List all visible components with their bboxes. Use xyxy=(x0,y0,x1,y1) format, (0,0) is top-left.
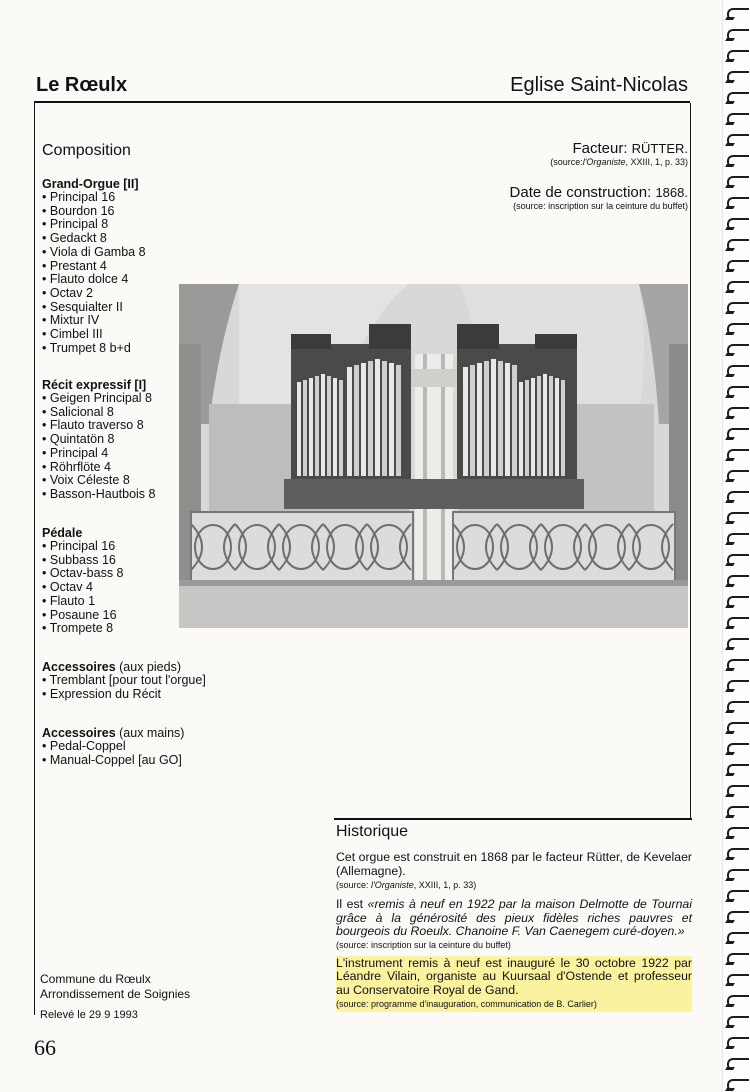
date-block xyxy=(400,184,688,211)
binding-coil xyxy=(727,659,749,672)
binding-coil xyxy=(727,407,749,420)
date-line: Date de construction: 1868. xyxy=(509,184,688,201)
binding-coil xyxy=(727,302,749,315)
list-item: • Voix Céleste 8 xyxy=(42,474,182,488)
organ-photo xyxy=(179,284,688,628)
pedale-stop-list xyxy=(42,540,182,636)
list-item: • Gedackt 8 xyxy=(42,232,212,246)
accessoires-pieds-title: Accessoires (aux pieds) xyxy=(42,660,181,674)
list-item: • Cimbel III xyxy=(42,328,212,342)
accessoires-pieds-list xyxy=(42,674,242,701)
list-item: • Salicional 8 xyxy=(42,406,182,420)
historique-rule xyxy=(334,818,692,820)
binding-coil xyxy=(727,134,749,147)
list-item: • Flauto 1 xyxy=(42,595,182,609)
binding-coil xyxy=(727,932,749,945)
binding-coil xyxy=(727,260,749,273)
binding-coil xyxy=(727,617,749,630)
historique-source-2: (source: inscription sur la ceinture du buffet) xyxy=(336,939,511,950)
list-item: • Octav-bass 8 xyxy=(42,567,182,581)
binding-coil xyxy=(727,491,749,504)
binding-coil xyxy=(727,827,749,840)
list-item: • Mixtur IV xyxy=(42,314,212,328)
footer-info xyxy=(40,972,190,1023)
facteur-block xyxy=(400,140,688,167)
list-item: • Principal 16 xyxy=(42,540,182,554)
right-rule xyxy=(690,103,691,818)
binding-coil xyxy=(727,953,749,966)
binding-coil xyxy=(727,218,749,231)
binding-coil xyxy=(727,722,749,735)
pedale-title: Pédale xyxy=(42,526,83,540)
binding-coil xyxy=(727,281,749,294)
binding-coil xyxy=(727,155,749,168)
historique-body xyxy=(336,851,692,1012)
date-source: (source: inscription sur la ceinture du buffet) xyxy=(513,201,688,211)
binding-coil xyxy=(727,323,749,336)
binding-coil xyxy=(727,806,749,819)
left-rule xyxy=(34,103,35,1015)
binding-coil xyxy=(727,743,749,756)
list-item: • Octav 4 xyxy=(42,581,182,595)
binding-coil xyxy=(727,764,749,777)
accessoires-mains-section xyxy=(42,726,242,767)
historique-paragraph-1: Cet orgue est construit en 1868 par le facteur Rütter, de Kevelaer (Allemagne). xyxy=(336,850,692,878)
list-item: • Octav 2 xyxy=(42,287,212,301)
binding-coil xyxy=(727,911,749,924)
composition-title: Composition xyxy=(42,142,131,159)
binding-coil xyxy=(727,470,749,483)
historique-highlight xyxy=(336,956,692,1013)
list-item: • Subbass 16 xyxy=(42,554,182,568)
binding-coil xyxy=(727,113,749,126)
spiral-binding xyxy=(722,0,750,1090)
historique-paragraph-2: Il est «remis à neuf en 1922 par la maison Delmotte de Tournai grâce à la générosité des pieux fidèles riches pauvres et bourgeois du Roeulx. Chanoine F. Van Caenegem curé-doyen.» xyxy=(336,897,692,938)
binding-coil xyxy=(727,428,749,441)
binding-coil xyxy=(727,1058,749,1071)
header-rule xyxy=(34,101,690,103)
accessoires-mains-list xyxy=(42,740,242,767)
footer-commune: Commune du Rœulx xyxy=(40,972,151,986)
historique-paragraph-3: L'instrument remis à neuf est inauguré le 30 octobre 1922 par Léandre Vilain, organiste au Kuursaal d'Ostende et professeur au Conservatoire Royal de Gand. xyxy=(336,955,692,997)
pedale-section xyxy=(42,526,182,636)
facteur-line: Facteur: RÜTTER. xyxy=(572,140,688,157)
binding-coil xyxy=(727,701,749,714)
binding-coil xyxy=(727,50,749,63)
binding-coil xyxy=(727,239,749,252)
page-title-location: Le Rœulx xyxy=(36,74,128,96)
grand-orgue-title: Grand-Orgue [II] xyxy=(42,177,139,191)
historique-source-3: (source: programme d'inauguration, communication de B. Carlier) xyxy=(336,999,597,1009)
recit-stop-list xyxy=(42,392,182,502)
recit-title: Récit expressif [I] xyxy=(42,378,147,392)
historique-source-1: (source: l'Organiste, XXIII, 1, p. 33) xyxy=(336,880,477,890)
binding-coil xyxy=(727,575,749,588)
list-item: • Flauto traverso 8 xyxy=(42,419,182,433)
list-item: • Trompete 8 xyxy=(42,622,182,636)
binding-coil xyxy=(727,785,749,798)
recit-section xyxy=(42,378,182,502)
binding-coil xyxy=(727,29,749,42)
binding-coil xyxy=(727,869,749,882)
binding-coil xyxy=(727,344,749,357)
facteur-source: (source:l'Organiste, XXIII, 1, p. 33) xyxy=(550,157,688,167)
accessoires-pieds-section xyxy=(42,660,242,701)
list-item: • Prestant 4 xyxy=(42,260,212,274)
list-item: • Principal 8 xyxy=(42,218,212,232)
binding-coil xyxy=(727,449,749,462)
binding-coil xyxy=(727,1016,749,1029)
binding-coil xyxy=(727,533,749,546)
list-item: • Geigen Principal 8 xyxy=(42,392,182,406)
binding-coil xyxy=(727,365,749,378)
list-item: • Expression du Récit xyxy=(42,688,242,702)
page-title-church: Eglise Saint-Nicolas xyxy=(510,74,688,96)
binding-coil xyxy=(727,71,749,84)
list-item: • Röhrflöte 4 xyxy=(42,461,182,475)
binding-coil xyxy=(727,995,749,1008)
list-item: • Bourdon 16 xyxy=(42,205,212,219)
binding-coil xyxy=(727,680,749,693)
list-item: • Sesquialter II xyxy=(42,301,212,315)
list-item: • Basson-Hautbois 8 xyxy=(42,488,182,502)
binding-coil xyxy=(727,1079,749,1092)
binding-coil xyxy=(727,176,749,189)
binding-coil xyxy=(727,638,749,651)
list-item: • Pedal-Coppel xyxy=(42,740,242,754)
binding-coil xyxy=(727,974,749,987)
list-item: • Tremblant [pour tout l'orgue] xyxy=(42,674,242,688)
list-item: • Quintatön 8 xyxy=(42,433,182,447)
historique-title: Historique xyxy=(336,823,409,840)
binding-coil xyxy=(727,386,749,399)
page-number: 66 xyxy=(34,1035,56,1060)
footer-arrondissement: Arrondissement de Soignies xyxy=(40,987,191,1001)
binding-coil xyxy=(727,92,749,105)
binding-coil xyxy=(727,512,749,525)
list-item: • Posaune 16 xyxy=(42,609,182,623)
binding-coil xyxy=(727,197,749,210)
list-item: • Principal 4 xyxy=(42,447,182,461)
list-item: • Principal 16 xyxy=(42,191,212,205)
binding-coil xyxy=(727,596,749,609)
binding-coil xyxy=(727,848,749,861)
list-item: • Manual-Coppel [au GO] xyxy=(42,754,242,768)
list-item: • Viola di Gamba 8 xyxy=(42,246,212,260)
footer-releve: Relevé le 29 9 1993 xyxy=(40,1009,138,1021)
binding-coil xyxy=(727,890,749,903)
list-item: • Trumpet 8 b+d xyxy=(42,342,212,356)
accessoires-mains-title: Accessoires (aux mains) xyxy=(42,726,185,740)
list-item: • Flauto dolce 4 xyxy=(42,273,212,287)
binding-coil xyxy=(727,1037,749,1050)
binding-coil xyxy=(727,8,749,21)
binding-coil xyxy=(727,554,749,567)
